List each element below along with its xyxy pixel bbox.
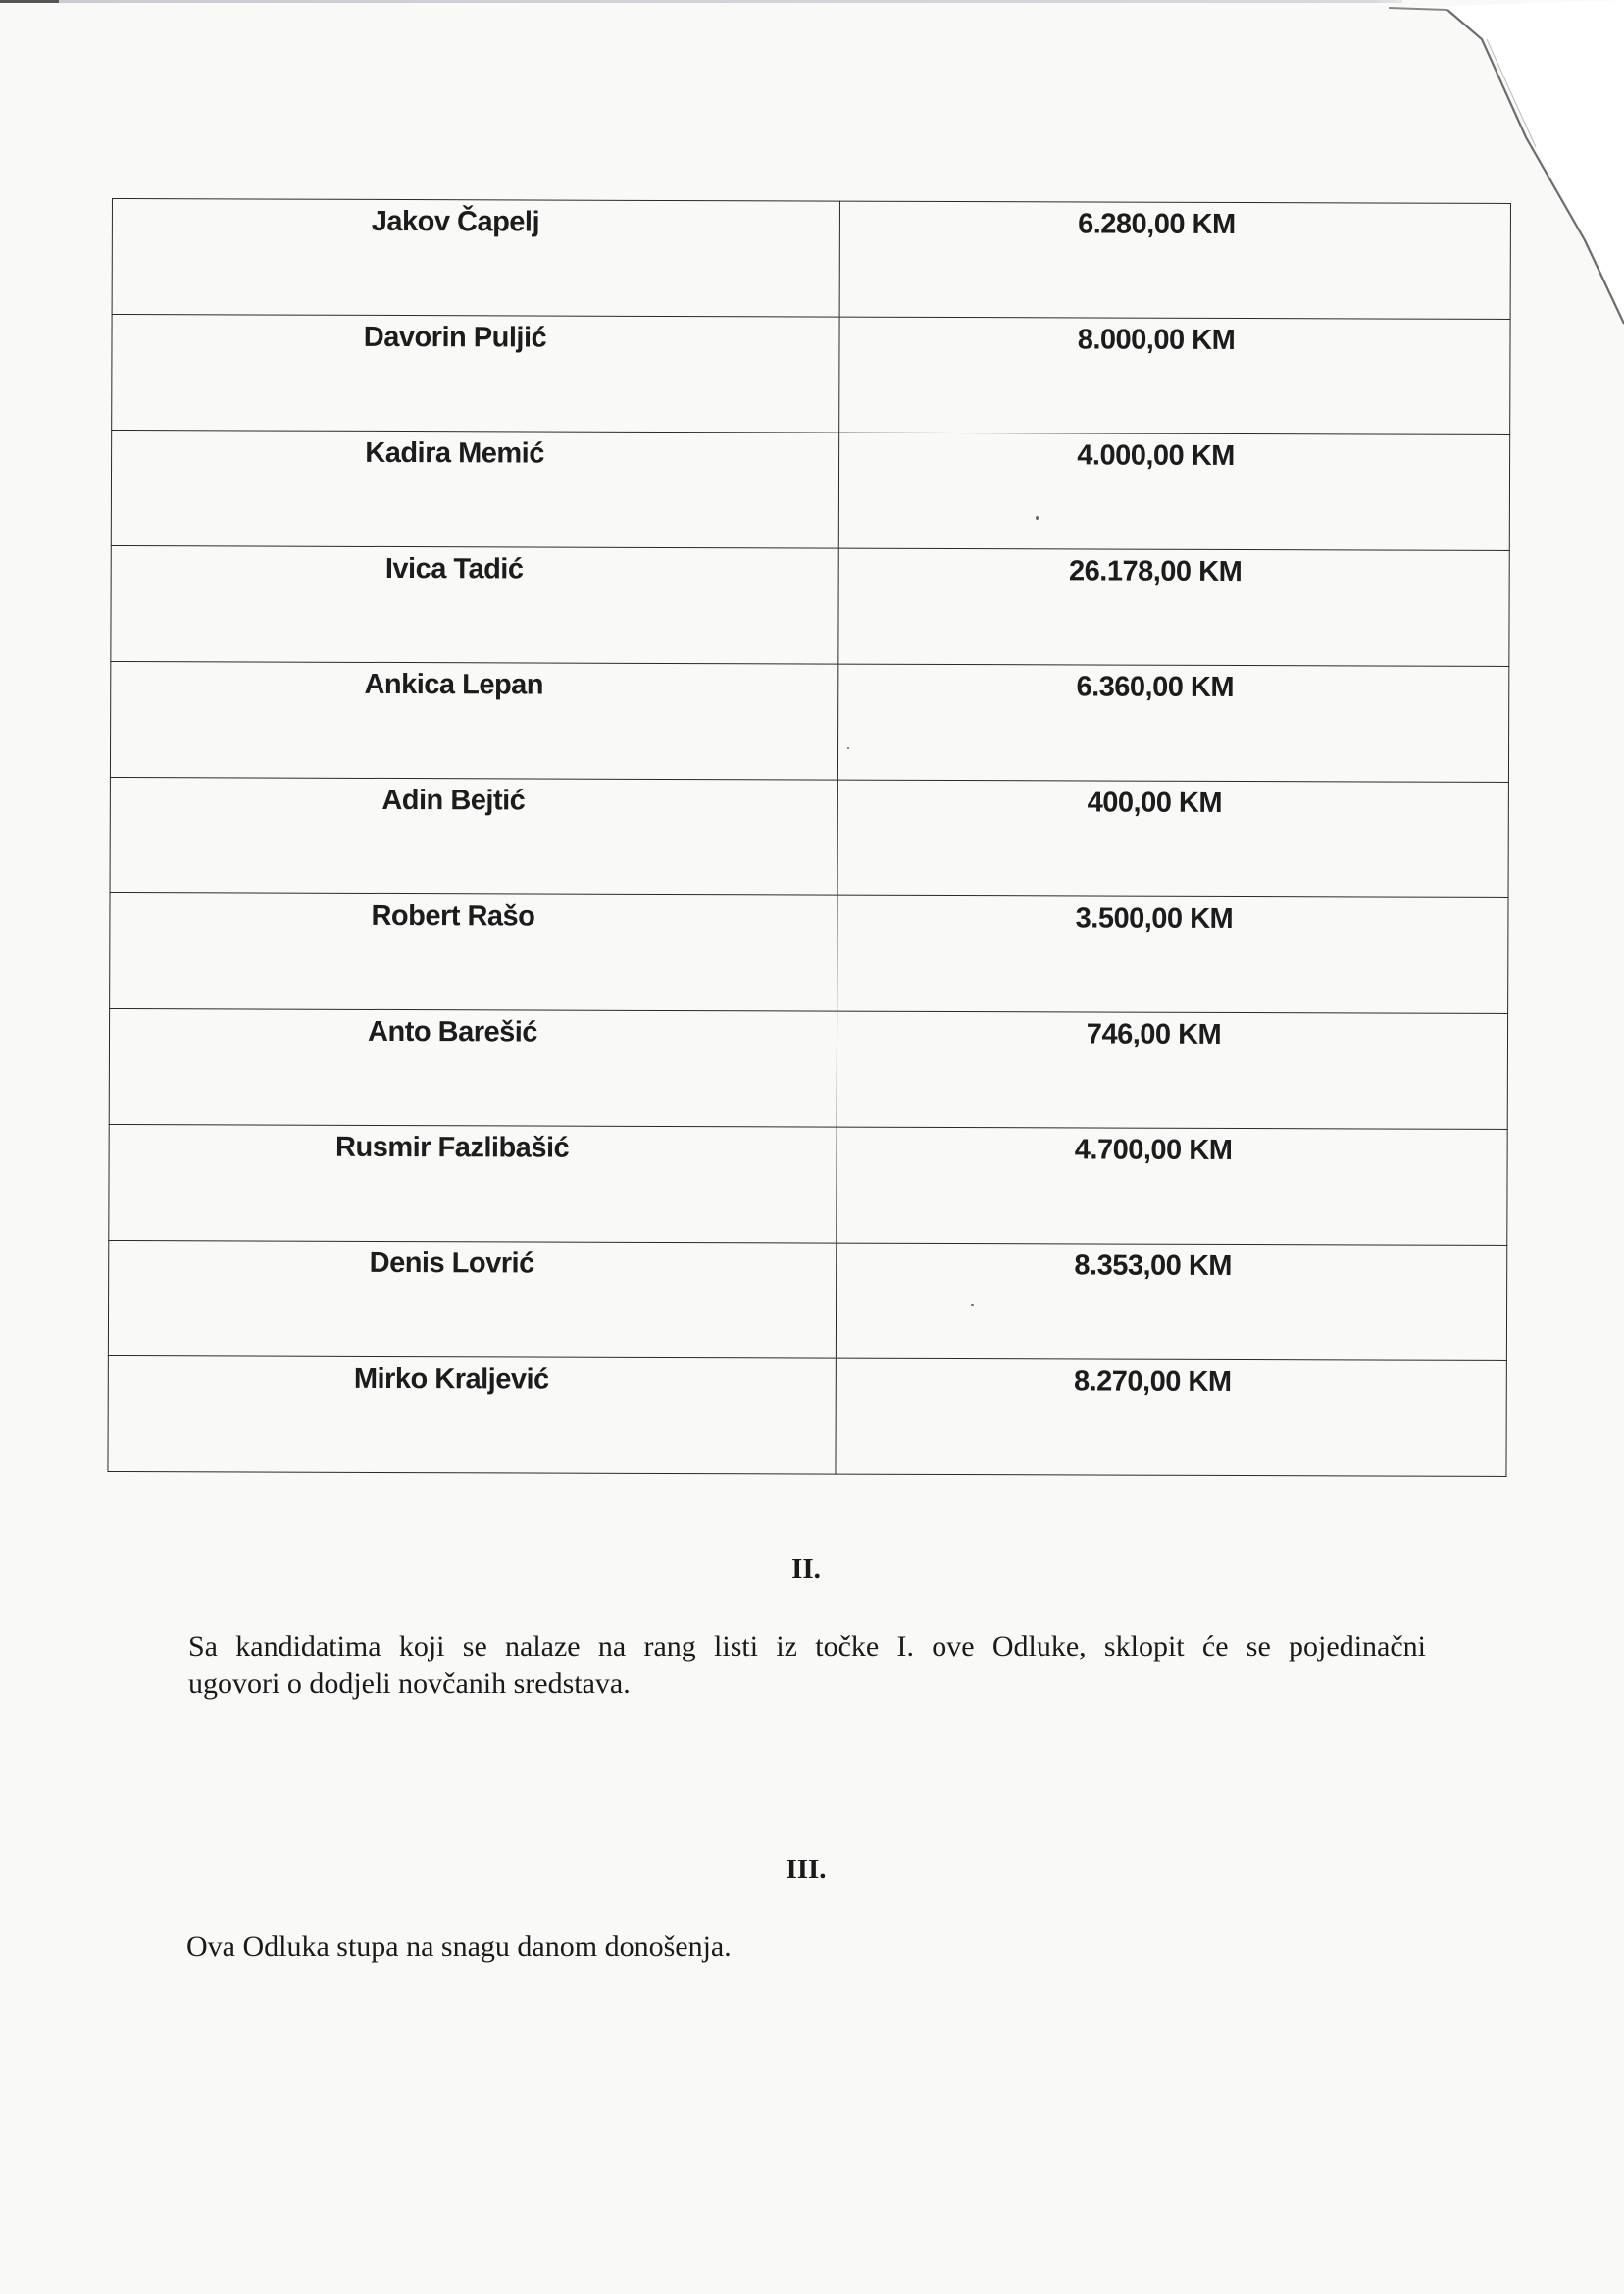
grant-amount: 4.000,00 KM — [838, 433, 1509, 550]
grant-amount: 3.500,00 KM — [837, 895, 1508, 1013]
section-2-line-2: ugovori o dodjeli novčanih sredstava. — [188, 1667, 631, 1700]
table-row — [110, 892, 1508, 1013]
table-row — [112, 315, 1510, 435]
recipient-name: Jakov Čapelj — [112, 199, 839, 318]
recipient-name: Davorin Puljić — [112, 315, 839, 433]
table-row — [109, 1124, 1507, 1245]
table-row — [108, 1355, 1506, 1476]
section-2-paragraph — [188, 1628, 1426, 1703]
grant-amount: 400,00 KM — [837, 780, 1508, 897]
recipient-name: Adin Bejtić — [110, 777, 837, 895]
grant-allocation-table — [107, 198, 1511, 1477]
table-row — [112, 199, 1510, 320]
grant-amount: 8.353,00 KM — [836, 1243, 1506, 1360]
section-3-paragraph: Ova Odluka stupa na snagu danom donošenja. — [186, 1930, 732, 1963]
recipient-name: Anto Barešić — [109, 1008, 837, 1127]
recipient-name: Denis Lovrić — [108, 1240, 836, 1358]
scan-speck — [1036, 516, 1039, 520]
table-row — [111, 545, 1509, 666]
recipient-name: Kadira Memić — [111, 431, 838, 549]
grant-amount: 4.700,00 KM — [837, 1127, 1507, 1245]
recipient-name: Ankica Lepan — [110, 661, 837, 780]
recipient-name: Robert Rašo — [110, 892, 837, 1011]
grant-amount: 746,00 KM — [837, 1011, 1507, 1129]
recipient-name: Rusmir Fazlibašić — [109, 1124, 837, 1243]
scan-speck — [971, 1304, 974, 1306]
scan-edge-line — [0, 0, 1402, 3]
table-row — [110, 777, 1508, 897]
scan-speck — [847, 747, 849, 749]
recipient-name: Mirko Kraljević — [108, 1355, 836, 1474]
section-3-heading: III. — [786, 1854, 827, 1885]
recipient-name: Ivica Tadić — [111, 545, 838, 664]
grant-amount: 26.178,00 KM — [838, 548, 1509, 666]
table-row — [109, 1008, 1507, 1129]
grant-amount: 8.000,00 KM — [839, 317, 1510, 434]
table-row — [111, 431, 1509, 551]
section-2-line-1: Sa kandidatima koji se nalaze na rang listi iz točke I. ove Odluke, sklopit će se pojedinačni — [188, 1630, 1426, 1662]
grant-amount: 8.270,00 KM — [836, 1358, 1506, 1476]
table-row — [108, 1240, 1506, 1360]
section-2-heading: II. — [791, 1554, 821, 1585]
grant-amount: 6.360,00 KM — [837, 664, 1508, 782]
grant-amount: 6.280,00 KM — [839, 201, 1510, 319]
table-row — [110, 661, 1508, 782]
